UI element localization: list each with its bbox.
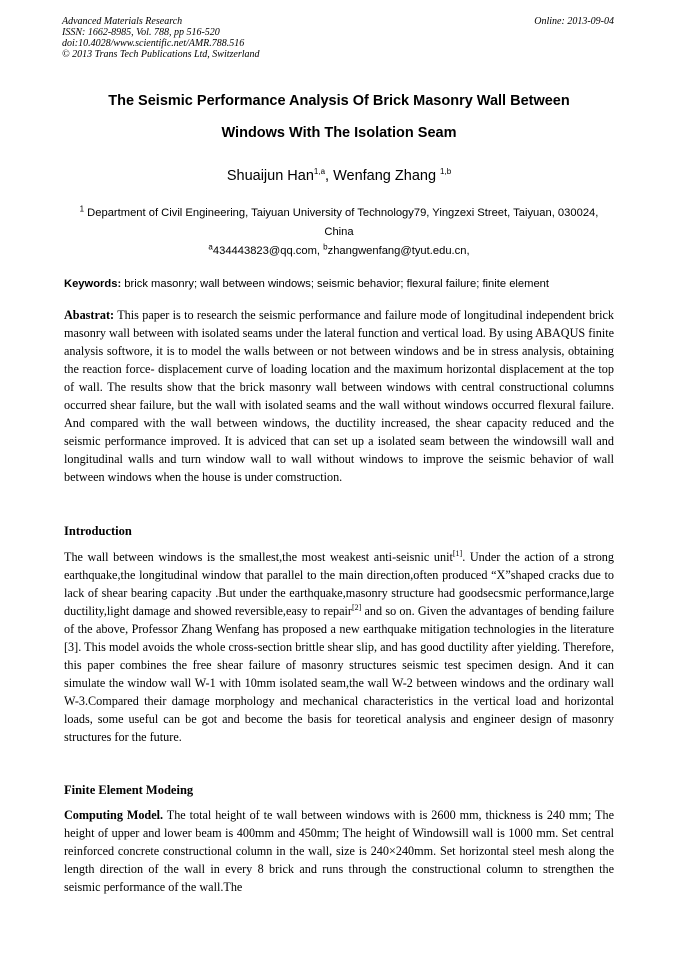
author-name: Wenfang Zhang	[333, 168, 441, 184]
citation-ref: [2]	[351, 602, 362, 612]
author-affil-mark: 1,a	[313, 167, 326, 177]
author-affil-mark: 1,b	[440, 167, 452, 177]
section-heading-fem: Finite Element Modeing	[64, 783, 194, 797]
author-emails	[0, 242, 678, 257]
paper-title-line-1: The Seismic Performance Analysis Of Brick Masonry Wall Between	[108, 93, 570, 109]
paper-title-line-2: Windows With The Isolation Seam	[221, 125, 457, 141]
email-address: zhangwenfang@tyut.edu.cn,	[327, 245, 470, 257]
issn-line: ISSN: 1662-8985, Vol. 788, pp 516-520	[62, 27, 220, 38]
copyright-line: © 2013 Trans Tech Publications Ltd, Switzerland	[62, 49, 260, 60]
email-address: 434443823@qq.com,	[212, 245, 324, 257]
intro-text: and so on. Given the advantages of bending failure of the above, Professor Zhang Wenfang has proposed a new earthquake mitigation technologies in the literature [3]. This model avoids the whole cross-section brittle shear slip, and has good ductility after yielding. Therefore, this paper combines the free shear failure of masonry structures seismic test specimen design. And it can simulate the window wall W-1 with 10mm isolated seam,the wall W-2 between windows and the ordinary wall W-3.Compared their damage morphology and mechanical characteristics in the vertical load and horizontal loads, some useful can be got and become the basis for teoretical analysis and engineer design of masonry structures for the future.	[64, 604, 614, 744]
abstract	[64, 306, 614, 486]
affil-mark: 1	[79, 204, 85, 214]
affiliation	[64, 204, 614, 242]
online-date: Online: 2013-09-04	[534, 16, 614, 27]
fem-text: The total height of te wall between windows with is 2600 mm, thickness is 240 mm; The height of upper and lower beam is 400mm and 450mm; The height of Windowsill wall is 1000 mm. Set central reinforced concrete constructional column in the wall, size is 240×240mm. Set horizontal steel mesh along the length direction of the wall in every 8 brick and runs through the constructional column to strengthen the seismic performance of the wall.The	[64, 808, 615, 894]
keywords	[64, 278, 616, 290]
author-separator: ,	[325, 168, 334, 184]
email-mark: a	[208, 242, 213, 252]
abstract-text: This paper is to research the seismic performance and failure mode of longitudinal independent brick masonry wall between with isolated seams under the lateral function and vertical load. By using ABAQUS finite analysis softwore, it is to model the walls between or not between windows and be in stress analysis, obtaining the reaction force- displacement curve of loading location and the maximum horizontal displacement at the top of wall. The results show that the brick masonry wall between windows with central constructional columns occurred shear failure, but the wall with isolated seams and the wall without windows occurred flexural failure. And compared with the wall between windows, the ductility increased, the shear capacity reduced and the seismic performance improved. It is adviced that can set up a isolated seam between the windowsill wall and longitudinal walls and turn window wall to wall without windows to improve the seismic behavior of wall between windows when the house is under comstruction.	[64, 308, 614, 484]
intro-text: . Under the action of a strong earthquake,the longitudinal window that parallel to the main direction,often produced “X”shaped cracks due to lack of shear bearing capacity .But under the earthquake,masonry structure had goodsecsmic performance,large ductility,light damage and showed reversible,easy to repair	[64, 550, 614, 618]
section-heading-introduction: Introduction	[64, 524, 132, 538]
author-name: Shuaijun Han	[226, 168, 314, 184]
introduction-paragraph	[64, 548, 614, 746]
intro-text: The wall between windows is the smallest,the most weakest anti-seisnic unit	[64, 550, 453, 564]
email-mark: b	[323, 242, 328, 252]
computing-model-label: Computing Model.	[64, 808, 164, 822]
journal-header	[62, 16, 614, 60]
affil-text: Department of Civil Engineering, Taiyuan University of Technology79, Yingzexi Street, Taiyuan, 030024, China	[84, 207, 599, 238]
keywords-text: brick masonry; wall between windows; seismic behavior; flexural failure; finite element	[121, 278, 549, 290]
keywords-label: Keywords:	[64, 278, 122, 290]
abstract-label: Abastrat:	[64, 308, 115, 322]
journal-name: Advanced Materials Research	[62, 16, 183, 27]
citation-ref: [1]	[452, 548, 463, 558]
doi-line: doi:10.4028/www.scientific.net/AMR.788.516	[62, 38, 245, 49]
fem-paragraph	[64, 806, 614, 896]
author-list	[0, 168, 678, 184]
